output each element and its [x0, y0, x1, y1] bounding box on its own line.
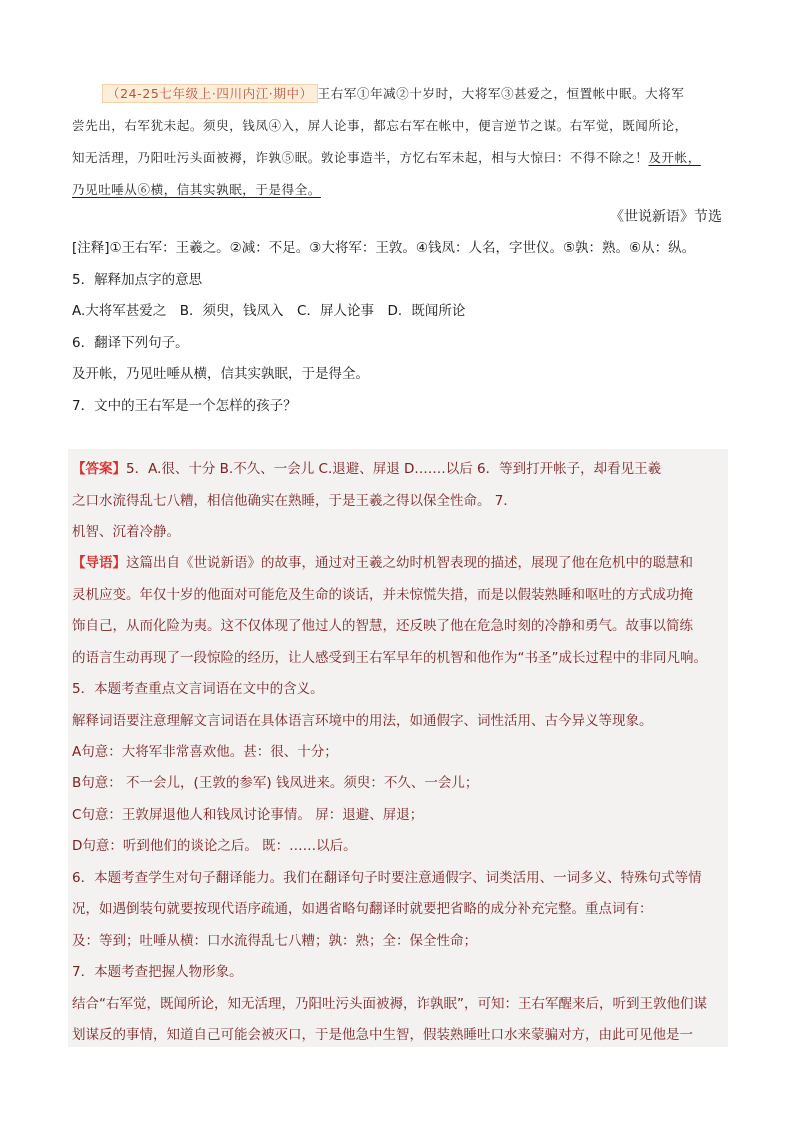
explain-7-line-2: 划谋反的事情，知道自己可能会被灭口，于是他急中生智，假装熟睡吐口水来蒙骗对方，由此可见他是一 — [72, 1027, 693, 1043]
explain-6-words: 及：等到；吐唾从横：口水流得乱七八糟；孰：熟；全：保全性命； — [72, 933, 477, 949]
explain-5-d: D句意：听到他们的谈论之后。 既：……以后。 — [72, 838, 357, 854]
guide-line-2: 灵机应变。年仅十岁的他面对可能危及生命的谈话，并未惊慌失措，而是以假装熟睡和呕吐的方式成功掩 — [72, 587, 693, 603]
guide-line-3: 饰自己，从而化险为夷。这不仅体现了他过人的智慧，还反映了他在危急时刻的冷静和勇气。故事以简练 — [72, 618, 693, 634]
guide-label: 【导语】 — [72, 555, 126, 571]
answer-label: 【答案】 — [72, 461, 126, 477]
passage-line-1-text: 王右军①年减②十岁时，大将军③甚爱之，恒置帐中眠。大将军 — [317, 86, 685, 101]
explain-6-title-1: 6．本题考查学生对句子翻译能力。我们在翻译句子时要注意通假字、词类活用、一词多义、特殊句式等情 — [72, 870, 702, 886]
answer-line-1 — [72, 457, 661, 477]
explain-6-title-2: 况，如遇倒装句就要按现代语序疏通，如遇省略句翻译时就要把省略的成分补充完整。重点词有： — [72, 901, 653, 917]
explain-5-desc: 解释词语要注意理解文言词语在具体语言环境中的用法，如通假字、词性活用、古今异义等现象。 — [72, 713, 653, 729]
passage-line-1 — [72, 78, 732, 110]
source-tag: （24-25七年级上·四川内江·期中） — [102, 84, 318, 103]
question-6-sentence: 及开帐，乃见吐唾从横，信其实孰眠，于是得全。 — [72, 366, 369, 382]
question-6: 6．翻译下列句子。 — [72, 335, 189, 351]
passage-line-2: 尝先出，右军犹未起。须臾，钱凤④入，屏人论事，都忘右军在帐中，便言逆节之谋。右军觉，既闻所论， — [72, 118, 688, 133]
answer-line-2: 之口水流得乱七八糟，相信他确实在熟睡，于是王羲之得以保全性命。 7． — [72, 493, 517, 509]
question-5-options: A.大将军甚爱之 B．须臾，钱凤入 C．屏人论事 D．既闻所论 — [72, 303, 466, 319]
explain-5-c: C句意：王敦屏退他人和钱凤讨论事情。 屏：退避、屏退； — [72, 807, 424, 823]
passage-line-3-text: 知无活理，乃阳吐污头面被褥，诈孰⑤眠。敦论事造半，方忆右军未起，相与大惊曰：不得不除之！ — [72, 150, 649, 165]
explain-7-line-1: 结合“右军觉，既闻所论，知无活理，乃阳吐污头面被褥，诈孰眠”，可知：王右军醒来后，听到王敦他们谋 — [72, 996, 707, 1012]
explain-5-b: B句意： 不一会儿，(王敦的参军) 钱凤进来。须臾：不久、一会儿； — [72, 775, 479, 791]
explain-5-a: A句意：大将军非常喜欢他。甚：很、十分； — [72, 744, 338, 760]
question-7: 7．文中的王右军是一个怎样的孩子？ — [72, 398, 297, 414]
passage-line-4 — [72, 174, 732, 206]
guide-line-1 — [72, 551, 693, 571]
annotation-notes: [注释]①王右军：王羲之。②减：不足。③大将军：王敦。④钱凤：人名，字世仪。⑤孰：熟。⑥从：纵。 — [72, 240, 696, 256]
underlined-sentence-part2: 乃见吐唾从⑥横，信其实孰眠，于是得全。 — [72, 182, 321, 197]
answer-line-1-text: 5．A.很、十分 B.不久、一会儿 C.退避、屏退 D.……以后 6．等到打开帐子，却看见王羲 — [126, 461, 662, 477]
answer-line-3: 机智、沉着冷静。 — [72, 524, 180, 540]
underlined-sentence-part1: 及开帐， — [648, 150, 701, 165]
guide-line-1-text: 这篇出自《世说新语》的故事，通过对王羲之幼时机智表现的描述，展现了他在危机中的聪慧和 — [126, 555, 693, 571]
guide-line-4: 的语言生动再现了一段惊险的经历，让人感受到王右军早年的机智和他作为“书圣”成长过程中的非同凡响。 — [72, 650, 707, 666]
source-citation: 《世说新语》节选 — [610, 209, 722, 225]
passage-line-3 — [72, 142, 732, 174]
answer-section — [68, 449, 728, 1047]
explain-7-title: 7．本题考查把握人物形象。 — [72, 964, 243, 980]
classical-passage — [72, 78, 732, 206]
question-5: 5．解释加点字的意思 — [72, 272, 203, 288]
explain-5-title: 5．本题考查重点文言词语在文中的含义。 — [72, 681, 324, 697]
